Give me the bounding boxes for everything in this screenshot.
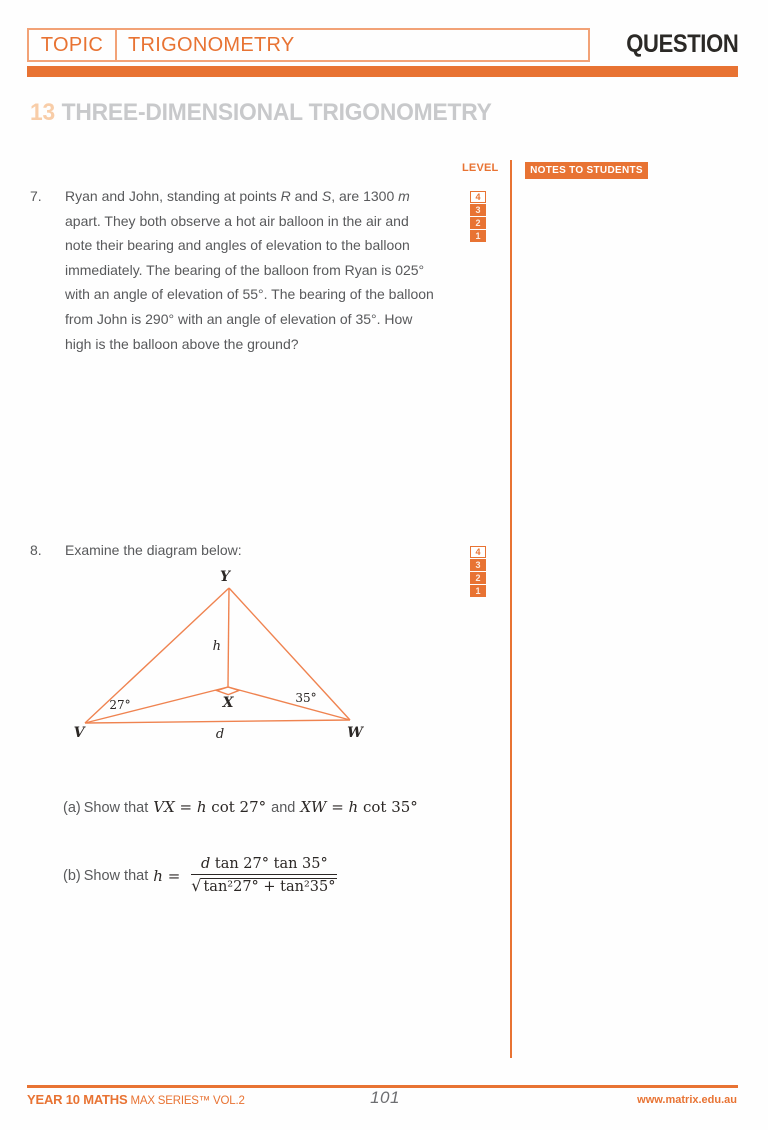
trig-pyramid-diagram [58,565,380,755]
level-column-header: LEVEL [462,162,499,174]
section-name: THREE-DIMENSIONAL TRIGONOMETRY [61,99,492,126]
level-box-4: 4 [470,546,486,558]
vertex-label-Y: Y [220,569,230,585]
level-indicator-q8 [470,546,486,598]
angle-label-27: 27° [109,698,131,712]
edge-YX-height [228,588,229,687]
topic-value: TRIGONOMETRY [128,33,295,56]
level-box-1: 1 [470,585,486,597]
edge-YW [229,588,350,720]
vertex-label-W: W [347,725,363,741]
part-b-prompt: Show that [83,867,149,884]
part-a-label: (a) [63,800,81,816]
footer-series-title [27,1092,245,1107]
page-type-label: QUESTION [625,30,738,58]
header-rule [27,66,738,77]
edge-XW [228,687,350,720]
part-a-prompt: Show that [83,800,149,816]
level-box-2: 2 [470,572,486,584]
question-8a [63,798,423,816]
edge-VW-base [85,720,350,723]
column-divider [510,160,512,1058]
radicand: tan²27° + tan²35° [203,879,336,895]
question-8-number: 8. [30,542,42,558]
topic-box [27,28,590,62]
level-box-1: 1 [470,230,486,242]
footer-website: www.matrix.edu.au [637,1094,737,1106]
level-box-3: 3 [470,204,486,216]
question-7-text: Ryan and John, standing at points R and S, are 1300 m apart. They both observe a hot air balloon in the air and note their bearing and angles of elevation to the balloon immediately. The bearing of the balloon from Ryan is 025° with an angle of elevation of 55°. The bearing of the balloon from John is 290° with an angle of elevation of 35°. How high is the balloon above the ground? [65,188,434,352]
notes-to-students-banner: NOTES TO STUDENTS [525,162,648,179]
level-box-2: 2 [470,217,486,229]
edge-VX [85,687,228,723]
question-7 [30,184,438,356]
part-b-label: (b) [63,867,81,884]
section-number: 13 [30,99,55,126]
topic-label: TOPIC [29,30,117,60]
question-7-number: 7. [30,188,42,204]
question-8-text: Examine the diagram below: [65,542,242,558]
section-title [30,99,492,127]
radical-sign: √ [191,876,202,895]
part-a-equation-1: VX = h cot 27° [153,798,267,816]
level-box-3: 3 [470,559,486,571]
edge-VY [85,588,229,723]
page-number: 101 [370,1088,400,1107]
part-a-conjunction: and [271,800,296,816]
fraction-denominator [191,875,337,895]
vertex-label-X: X [222,695,234,711]
level-indicator-q7 [470,191,486,243]
right-angle-marker [217,687,239,695]
base-label-d: d [215,727,225,742]
level-box-4: 4 [470,191,486,203]
question-8b [63,856,337,895]
question-8 [30,538,438,563]
part-b-fraction [191,856,337,895]
height-label-h: h [212,639,221,654]
angle-label-35: 35° [295,691,317,705]
fraction-numerator: d tan 27° tan 35° [191,856,337,875]
footer-series-bold: YEAR 10 MATHS [27,1092,128,1107]
footer-series-rest: MAX SERIES™ VOL.2 [127,1095,245,1107]
part-a-equation-2: XW = h cot 35° [300,798,418,816]
vertex-label-V: V [73,725,85,741]
part-b-lhs: h = [153,866,181,885]
